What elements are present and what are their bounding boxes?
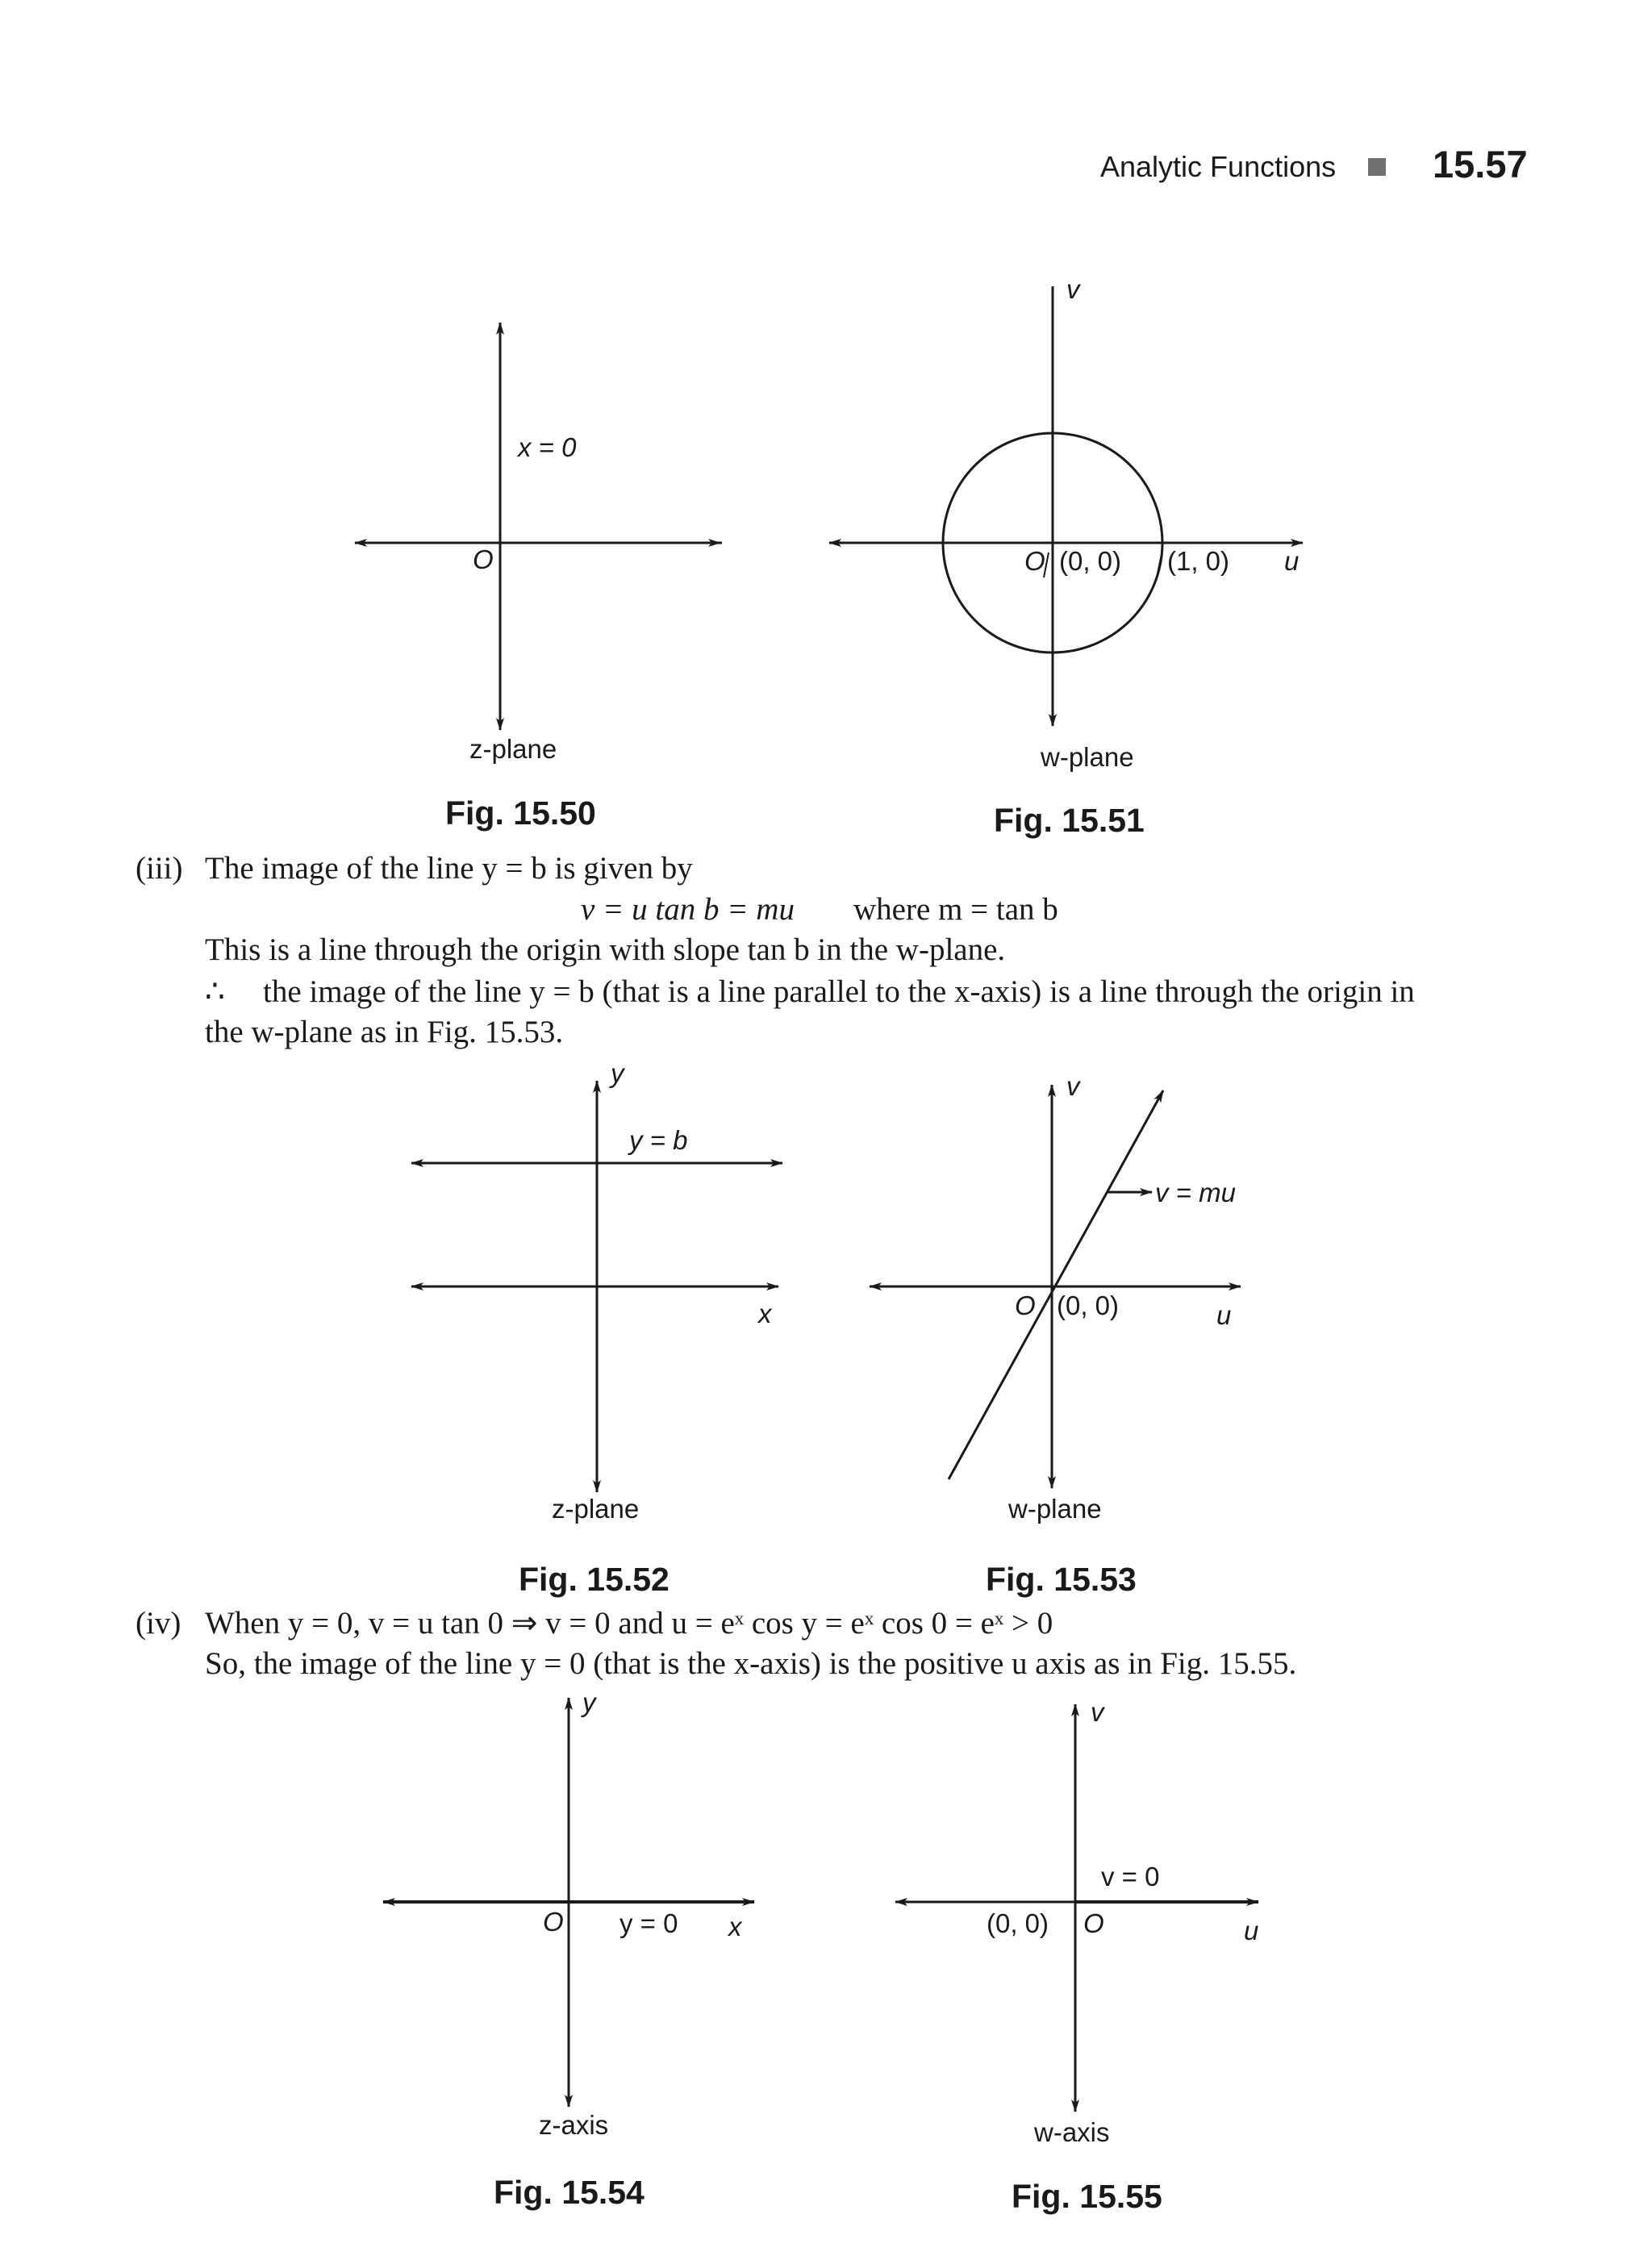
plane-label: z-plane — [469, 734, 557, 764]
item-marker-iv: (iv) — [136, 1606, 181, 1641]
line-label: y = 0 — [620, 1908, 678, 1938]
therefore-symbol: ∴ — [205, 974, 225, 1009]
line-label: y = b — [629, 1125, 688, 1155]
x-eq-label: x = 0 — [518, 432, 577, 462]
y-label: y — [611, 1058, 624, 1088]
plane-label: w-axis — [1034, 2117, 1110, 2147]
caption-fig-15-52: Fig. 15.52 — [519, 1561, 670, 1598]
v-label: v — [1091, 1697, 1104, 1727]
paragraph-iv-line-2: So, the image of the line y = 0 (that is the x-axis) is the positive u axis as in Fig. 15.55. — [205, 1646, 1297, 1681]
v-label: v — [1066, 1071, 1080, 1101]
u-label: u — [1244, 1916, 1259, 1945]
equation-iii-where: where m = tan b — [853, 892, 1058, 927]
y-label: y — [582, 1687, 596, 1717]
running-header-title: Analytic Functions — [1100, 150, 1337, 183]
caption-fig-15-50: Fig. 15.50 — [445, 794, 596, 832]
point-0-0-label: (0, 0) — [987, 1908, 1049, 1938]
u-label: u — [1284, 546, 1299, 576]
origin-label: O — [473, 544, 494, 574]
equation-iii: v = u tan b = mu — [581, 892, 795, 927]
paragraph-iii-line-3: the image of the line y = b (that is a line parallel to the x-axis) is a line through the origin in — [263, 974, 1415, 1009]
line-label: v = mu — [1155, 1178, 1236, 1207]
paragraph-iii-line-4: the w-plane as in Fig. 15.53. — [205, 1015, 564, 1049]
caption-fig-15-51: Fig. 15.51 — [994, 802, 1145, 839]
point-0-0-label: (0, 0) — [1057, 1291, 1120, 1320]
paragraph-iii-line-2: This is a line through the origin with slope tan b in the w-plane. — [205, 932, 1006, 967]
x-label: x — [728, 1912, 742, 1941]
u-label: u — [1216, 1300, 1232, 1330]
item-marker-iii: (iii) — [136, 851, 183, 886]
origin-label: O — [1015, 1291, 1036, 1320]
caption-fig-15-53: Fig. 15.53 — [986, 1561, 1137, 1598]
paragraph-iv-line-1: When y = 0, v = u tan 0 ⇒ v = 0 and u = eˣ cos y = eˣ cos 0 = eˣ > 0 — [205, 1606, 1053, 1641]
origin-label: O — [1083, 1908, 1104, 1938]
plane-label: z-plane — [552, 1494, 640, 1524]
point-1-0-label: (1, 0) — [1167, 546, 1230, 576]
page-number: 15.57 — [1433, 143, 1528, 186]
v-label: v — [1066, 274, 1080, 304]
plane-label: z-axis — [539, 2110, 609, 2140]
plane-label: w-plane — [1041, 742, 1134, 772]
origin-label: O — [1024, 546, 1045, 576]
line-label: v = 0 — [1101, 1862, 1160, 1891]
caption-fig-15-54: Fig. 15.54 — [494, 2174, 645, 2211]
point-0-0-label: (0, 0) — [1059, 546, 1122, 576]
plane-label: w-plane — [1008, 1494, 1102, 1524]
x-label: x — [758, 1299, 772, 1328]
paragraph-iii-line-1: The image of the line y = b is given by — [205, 851, 693, 886]
origin-label: O — [543, 1907, 564, 1937]
caption-fig-15-55: Fig. 15.55 — [1012, 2178, 1162, 2215]
